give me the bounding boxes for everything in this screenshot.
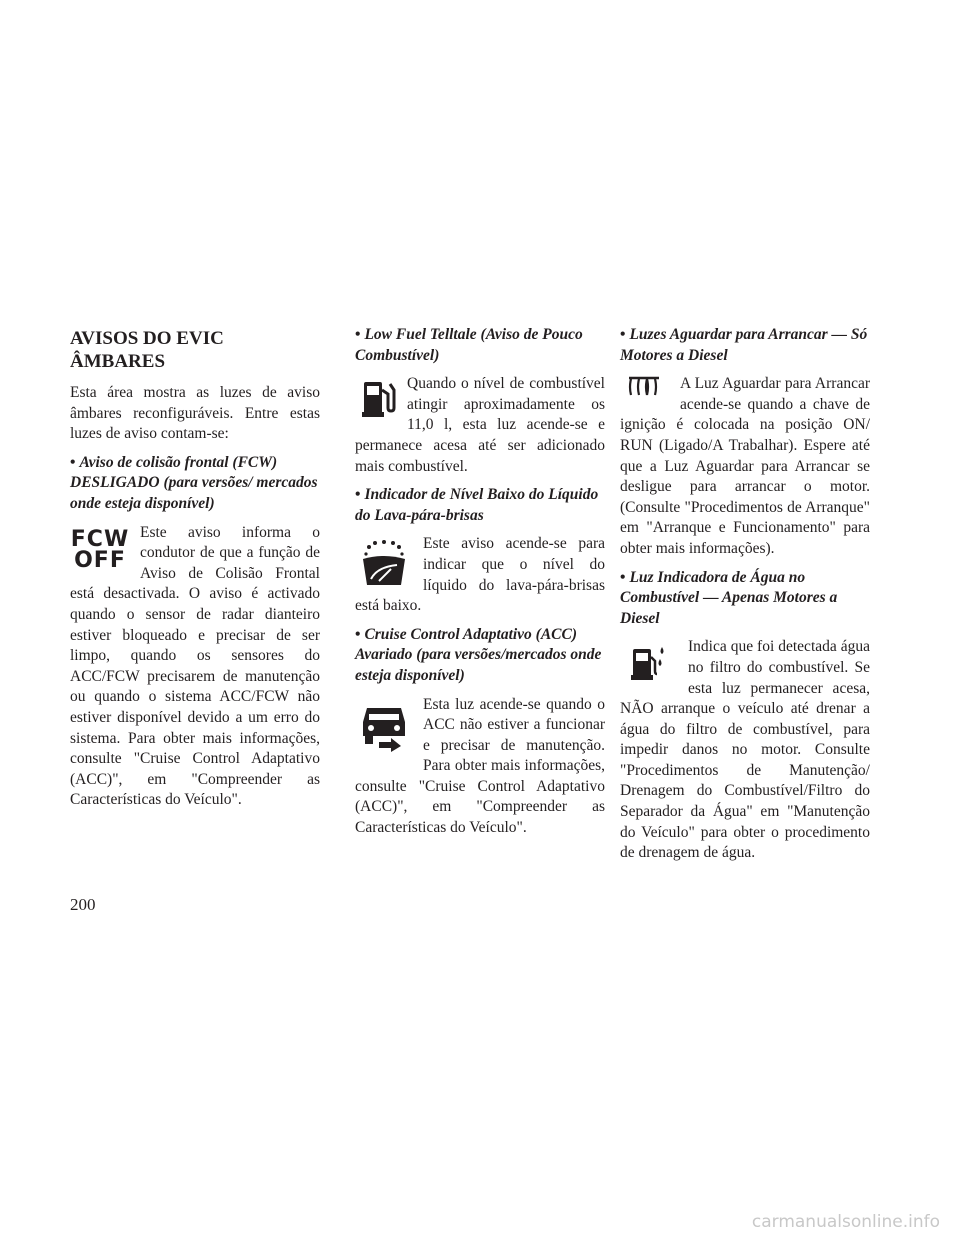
fuel-pump-icon [361,378,397,418]
washer-fluid-description: Este aviso acende-se para indicar que o nível do líquido do lava-pára-brisas está baixo. [355,535,605,615]
watermark: carmanualsonline.info [751,1212,940,1232]
bullet-dot: • [620,568,626,586]
item-title-low-fuel [355,325,605,366]
bullet-dot: • [70,453,76,471]
bullet-dot: • [620,326,626,343]
water-in-fuel-description: Indica que foi detectada água no filtro do combustível. Se esta luz permanecer acesa, NÃO arranque o veículo até drenar a água do filtro de combustível, para impedir danos no motor. Consulte "Procedimentos de Manutenção/ Drenagem do Combustível/Filtro do Separador da Água" em "Manutenção do Veículo" para obter o procedimento de drenagem de água. [620,638,870,862]
page-number: 200 [70,895,96,914]
water-in-fuel-icon [620,641,678,685]
item-title-fcw-off [70,453,320,515]
glow-plug-icon [620,374,670,400]
item-title-washer-fluid-text: Indicador de Nível Baixo do Líquido do Lava-pára-brisas [355,486,599,524]
item-title-acc-fault [355,625,605,687]
fcw-icon-line2: OFF [74,547,126,573]
item-title-fcw-off-text: Aviso de colisão frontal (FCW) DESLIGADO (para versões/ mercados onde esteja disponível) [70,453,318,512]
low-fuel-description: Quando o nível de combustível atingir aproximadamente os 11,0 l, esta luz acende-se e permanece acesa até ser adicionado mais combustível. [355,375,605,475]
column-left [70,325,320,819]
intro-paragraph: Esta área mostra as luzes de aviso âmbares reconfiguráveis. Entre estas luzes de aviso contam-se: [70,384,320,443]
fcw-off-icon [70,526,130,573]
column-right [620,325,870,872]
column-middle [355,325,605,847]
fcw-icon-line1: FCW [70,526,130,552]
fcw-off-description: Este aviso informa o condutor de que a função de Aviso de Colisão Frontal está desactivada. O aviso é activado quando o sensor de radar dianteiro estiver bloqueado e precisar de ser limpo, quando os sensores do ACC/FCW precisarem de manutenção ou quando o sistema ACC/FCW não estiver disponível devido a um erro do sistema. Para obter mais informações, consulte "Cruise Control Adaptativo (ACC)", em "Compreender as Características do Veículo". [70,523,320,809]
acc-fault-description: Esta luz acende-se quando o ACC não estiver a funcionar e precisar de manutenção. Para obter mais informações, consulte "Cruise Control Adaptativo (ACC)", em "Compreender as Características do Veículo". [355,695,605,837]
washer-fluid-icon [355,538,413,590]
bullet-dot: • [355,625,361,643]
section-heading: AVISOS DO EVIC ÂMBARES [70,328,224,372]
item-title-glow-plug-text: Luzes Aguardar para Arrancar — Só Motores a Diesel [620,326,868,364]
glow-plug-description: A Luz Aguardar para Arrancar acende-se quando a chave de ignição é colocada na posição ON/ RUN (Ligado/A Trabalhar). Espere até que a Luz Aguardar para Arrancar se desligue para arrancar o motor. (Consulte "Procedimentos de Arranque" em "Arranque e Funcionamento" para obter mais informações). [620,375,870,557]
item-title-water-in-fuel-text: Luz Indicadora de Água no Combustível — Apenas Motores a Diesel [620,568,838,627]
acc-fault-icon [355,699,413,755]
item-title-low-fuel-text: Low Fuel Telltale (Aviso de Pouco Combustível) [355,326,583,364]
item-title-water-in-fuel [620,568,870,630]
item-title-acc-fault-text: Cruise Control Adaptativo (ACC) Avariado (para versões/mercados onde esteja disponível) [355,625,602,684]
item-title-washer-fluid [355,485,605,526]
bullet-dot: • [355,486,361,504]
item-title-glow-plug [620,325,870,366]
bullet-dot: • [355,326,361,343]
